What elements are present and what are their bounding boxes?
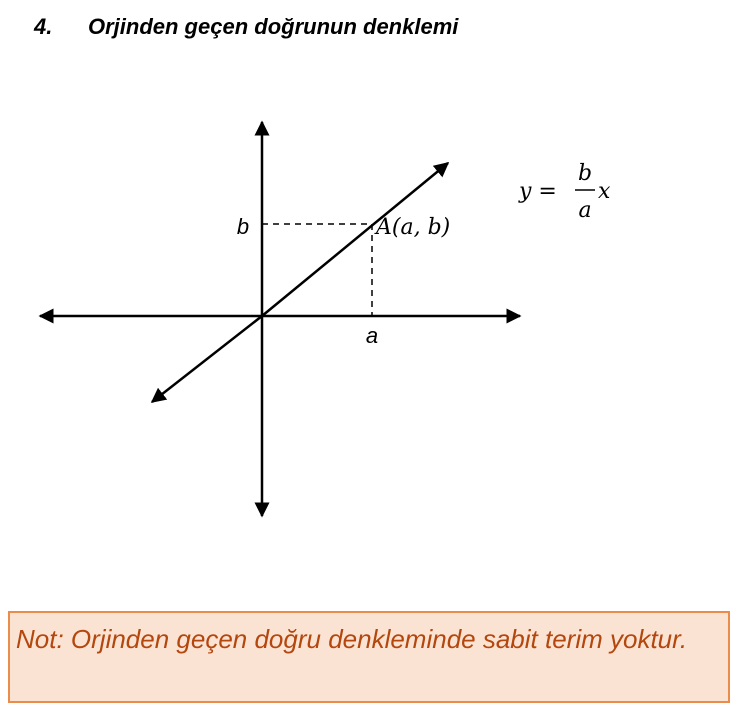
- y-tick-label: b: [236, 214, 250, 239]
- point-label: A(a, b): [376, 215, 451, 240]
- equation-lhs: y =: [519, 179, 557, 204]
- line-through-origin-lower: [152, 316, 262, 402]
- note-text: Not: Orjinden geçen doğru denkleminde sabit terim yoktur.: [16, 624, 688, 654]
- equation-numerator: b: [577, 161, 593, 186]
- equation-variable: x: [598, 179, 611, 204]
- note-box: [8, 611, 730, 703]
- x-tick-label: a: [365, 323, 379, 348]
- equation: [518, 161, 611, 223]
- section-number: 4.: [34, 14, 53, 39]
- equation-denominator: a: [578, 198, 592, 223]
- section-title: Orjinden geçen doğrunun denklemi: [88, 14, 459, 39]
